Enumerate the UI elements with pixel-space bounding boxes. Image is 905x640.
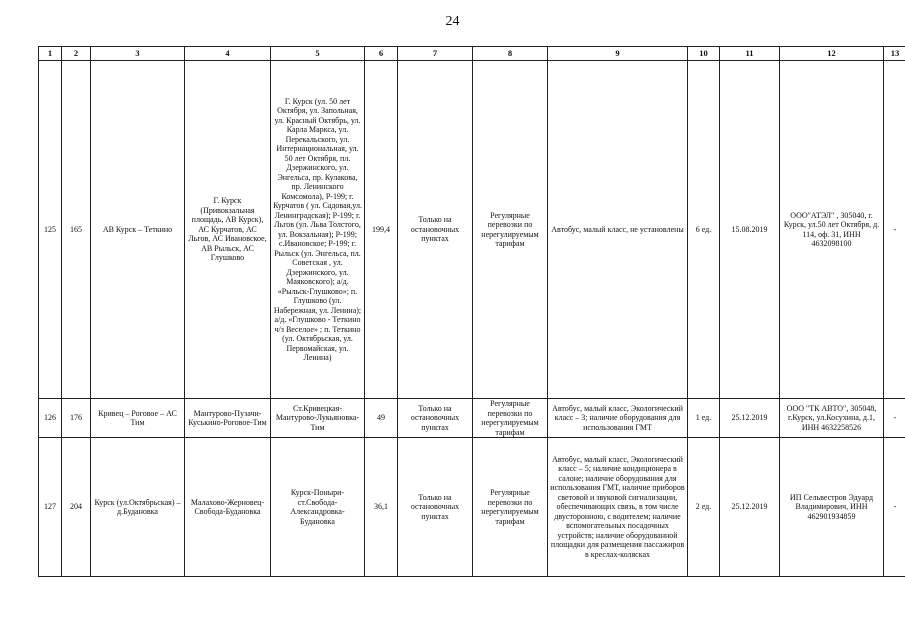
page-number: 24 <box>445 14 460 29</box>
cell-transport-type: Регулярные перевозки по нерегулируемым тарифам <box>473 399 548 438</box>
cell-boarding: Только на остановочных пунктах <box>398 438 473 577</box>
column-header: 10 <box>688 47 720 61</box>
cell-start-date: 15.08.2019 <box>720 61 780 399</box>
cell-vehicle: Автобус, малый класс, не установлены <box>548 61 688 399</box>
column-header: 5 <box>271 47 365 61</box>
cell-carrier: ИП Сельвестров Эдуард Владимирович, ИНН 462901934859 <box>780 438 884 577</box>
column-header: 6 <box>365 47 398 61</box>
table-row <box>39 438 905 577</box>
cell-route-name: Курск (ул.Октябрьская) – д.Будановка <box>91 438 185 577</box>
cell-carrier: ООО "ТК АВТО", 305048, г.Курск, ул.Косухина, д.1, ИНН 4632258526 <box>780 399 884 438</box>
cell-length: 36,1 <box>365 438 398 577</box>
cell-vehicle: Автобус, малый класс, Экологический класс – 3; наличие оборудования для использования ГМТ <box>548 399 688 438</box>
route-registry-table <box>38 46 905 577</box>
cell-start-date: 25.12.2019 <box>720 438 780 577</box>
cell-boarding: Только на остановочных пунктах <box>398 61 473 399</box>
column-header: 8 <box>473 47 548 61</box>
column-header: 12 <box>780 47 884 61</box>
cell-note: - <box>884 61 905 399</box>
column-header: 13 <box>884 47 905 61</box>
cell-carrier: ООО"АТЭЛ" , 305040, г. Курск, ул.50 лет Октября, д. 114, оф. 31, ИНН 4632098100 <box>780 61 884 399</box>
cell-length: 199,4 <box>365 61 398 399</box>
cell-stops: Мантурово-Пузачи-Куськино-Роговое-Тим <box>185 399 271 438</box>
table-row <box>39 399 905 438</box>
cell-transport-type: Регулярные перевозки по нерегулируемым тарифам <box>473 61 548 399</box>
cell-streets: Курск-Поныри-ст.Свобода-Александровка-Будановка <box>271 438 365 577</box>
column-header: 3 <box>91 47 185 61</box>
cell-note: - <box>884 399 905 438</box>
cell-route-number: 204 <box>62 438 91 577</box>
column-header: 7 <box>398 47 473 61</box>
cell-record-number: 126 <box>39 399 62 438</box>
cell-note: - <box>884 438 905 577</box>
cell-transport-type: Регулярные перевозки по нерегулируемым тарифам <box>473 438 548 577</box>
header-row <box>39 47 905 61</box>
cell-route-name: Кривец – Роговое – АС Тим <box>91 399 185 438</box>
column-header: 9 <box>548 47 688 61</box>
cell-vehicle-count: 6 ед. <box>688 61 720 399</box>
cell-vehicle: Автобус, малый класс, Экологический класс – 5; наличие кондиционера в салоне; наличие оборудования для использования ГМТ, наличие приборов световой и звуковой сигнализации, обеспечивающих связь, в том числе двусторонною, с водителем; наличие вспомогательных посадочных устройств; наличие оборудованной площадки для размещения пассажиров в креслах-колясках <box>548 438 688 577</box>
cell-stops: Г. Курск (Привокзальная площадь, АВ Курск), АС Курчатов, АС Льгов, АС Ивановское, АВ Рыльск, АС Глушково <box>185 61 271 399</box>
cell-route-number: 176 <box>62 399 91 438</box>
cell-record-number: 125 <box>39 61 62 399</box>
column-header: 2 <box>62 47 91 61</box>
cell-vehicle-count: 1 ед. <box>688 399 720 438</box>
cell-record-number: 127 <box>39 438 62 577</box>
cell-streets: Ст.Кривецкая-Мантурово-Лукьяновка- Тим <box>271 399 365 438</box>
cell-start-date: 25.12.2019 <box>720 399 780 438</box>
cell-route-name: АВ Курск – Теткино <box>91 61 185 399</box>
table-row <box>39 61 905 399</box>
cell-stops: Малахово-Жерновец-Свобода-Будановка <box>185 438 271 577</box>
cell-route-number: 165 <box>62 61 91 399</box>
cell-streets: Г. Курск (ул. 50 лет Октября, ул. Запольная, ул. Красный Октябрь, ул. Карла Маркса, ул. Перекальского, ул. Интернациональная, ул. 50 лет Октября, пл. Дзержинского, ул. Энгельса, пр. Кулакова, пр. Ленинского Комсомола), Р-199; г. Курчатов ( ул. Садовая,ул. Ленинградская); Р-199; г. Льгов (ул. Льва Толстого, ул. Вокзальная); Р-199; с.Ивановское; Р-199; г. Рыльск (ул. Энгельса, пл. Советская , ул. Дзержинского, ул. Маяковского); а/д. «Рыльск-Глушково»; п. Глушково (ул. Набережная, ул. Ленина); а/д. «Глушково - Теткино ч/з Веселое» ; п. Теткино (ул. Октябрьская, ул. Первомайская, ул. Ленина) <box>271 61 365 399</box>
cell-boarding: Только на остановочных пунктах <box>398 399 473 438</box>
column-header: 4 <box>185 47 271 61</box>
column-header: 1 <box>39 47 62 61</box>
cell-length: 49 <box>365 399 398 438</box>
column-header: 11 <box>720 47 780 61</box>
cell-vehicle-count: 2 ед. <box>688 438 720 577</box>
